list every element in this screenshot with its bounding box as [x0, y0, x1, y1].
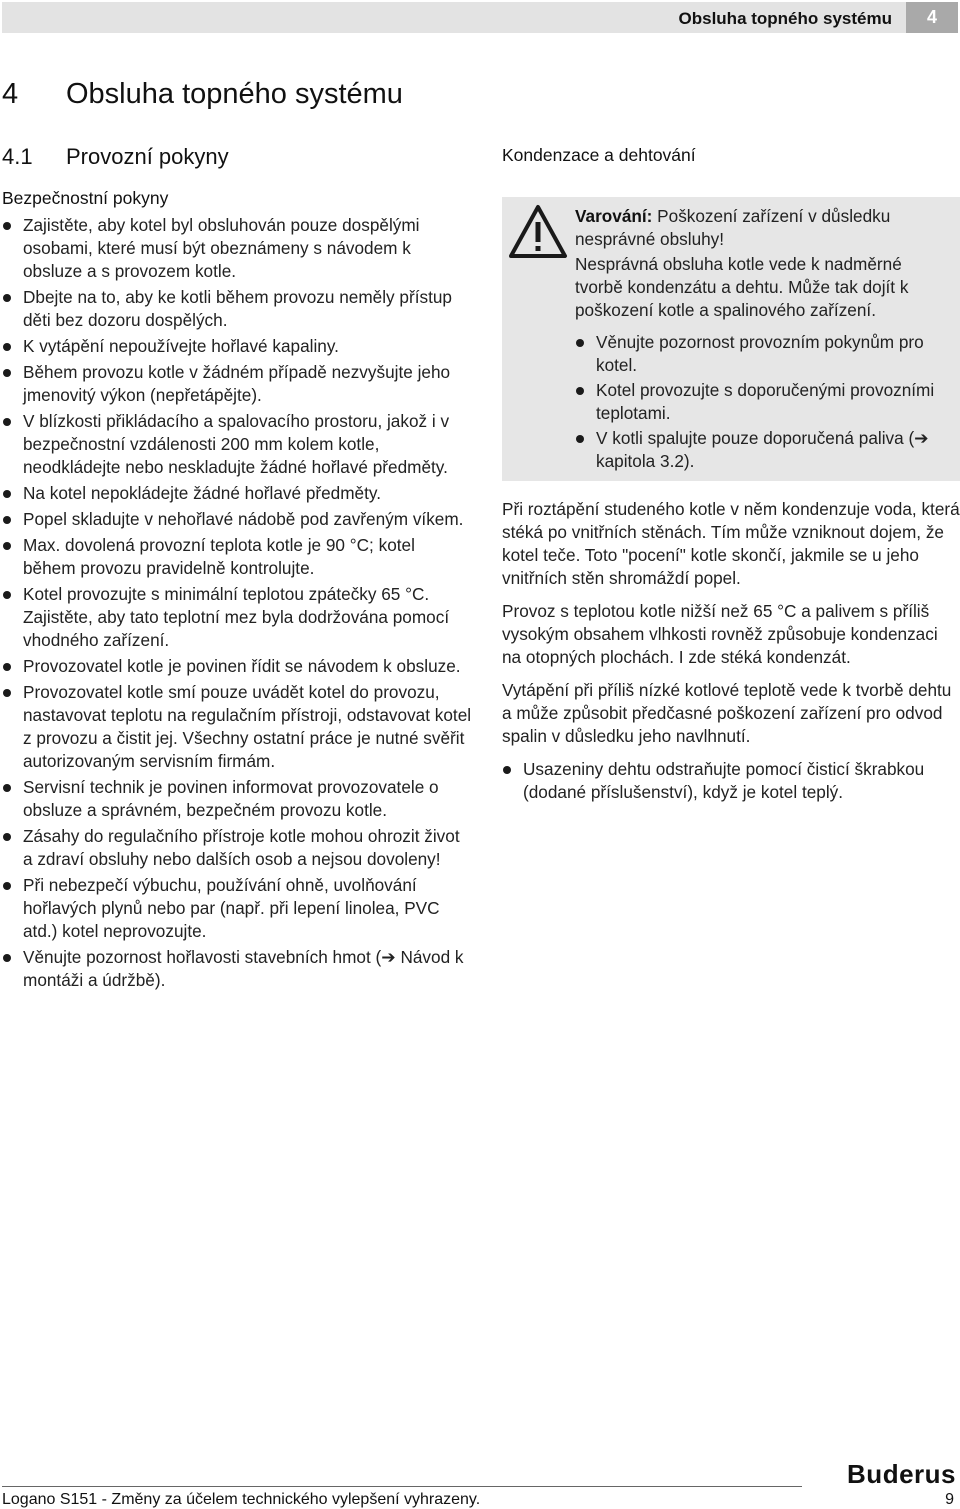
list-item: Věnujte pozornost hořlavosti stavebních hmot (➔ Návod k montáži a údržbě). — [2, 946, 472, 992]
chapter-title — [2, 78, 403, 111]
list-item: Provozovatel kotle je povinen řídit se návodem k obsluze. — [2, 655, 472, 678]
list-item: Servisní technik je povinen informovat provozovatele o obsluze a správném, bezpečném provozu kotle. — [2, 776, 472, 822]
left-column — [2, 187, 472, 995]
header-chapter-number: 4 — [906, 2, 958, 33]
footer-divider — [2, 1486, 802, 1487]
list-item: Provozovatel kotle smí pouze uvádět kotel do provozu, nastavovat teplotu na regulačním přístroji, odstavovat kotel z provozu a čistit jej. Všechny ostatní práce je nutné svěřit autorizovaným servisním firmám. — [2, 681, 472, 773]
right-column — [502, 144, 960, 807]
footer-text: Logano S151 - Změny za účelem technického vylepšení vyhrazeny. — [2, 1491, 481, 1508]
chapter-number: 4 — [2, 78, 19, 110]
list-item: Dbejte na to, aby ke kotli během provozu neměly přístup děti bez dozoru dospělých. — [2, 286, 472, 332]
safety-list — [2, 214, 472, 992]
condensation-heading: Kondenzace a dehtování — [502, 145, 696, 165]
section-number: 4.1 — [2, 144, 33, 169]
list-item: Zásahy do regulačního přístroje kotle mohou ohrozit život a zdraví obsluhy nebo dalších osob a nejsou dovoleny! — [2, 825, 472, 871]
warning-box — [502, 197, 960, 481]
list-item: K vytápění nepoužívejte hořlavé kapaliny. — [2, 335, 472, 358]
warning-label: Varování: — [575, 206, 653, 226]
tar-list — [502, 758, 960, 804]
section-title-text: Provozní pokyny — [66, 144, 229, 169]
list-item: V kotli spalujte pouze doporučená paliva (➔ kapitola 3.2). — [575, 427, 954, 473]
list-item: Kotel provozujte s doporučenými provozními teplotami. — [575, 379, 954, 425]
list-item: Popel skladujte v nehořlavé nádobě pod zavřeným víkem. — [2, 508, 472, 531]
safety-heading: Bezpečnostní pokyny — [2, 188, 169, 208]
warning-content — [575, 205, 954, 475]
paragraph: Provoz s teplotou kotle nižší než 65 °C a palivem s příliš vysokým obsahem vlhkosti rovněž způsobuje kondenzaci na otopných plochách. I zde stéká kondenzát. — [502, 601, 938, 667]
list-item: Usazeniny dehtu odstraňujte pomocí čisticí škrabkou (dodané příslušenství), když je kotel teplý. — [502, 758, 960, 804]
list-item: Kotel provozujte s minimální teplotou zpátečky 65 °C. Zajistěte, aby tato teplotní mez byla dodržována pomocí vhodného zařízení. — [2, 583, 472, 652]
page-header — [2, 2, 958, 33]
warning-detail: Nesprávná obsluha kotle vede k nadměrné tvorbě kondenzátu a dehtu. Může tak dojít k poškození kotle a spalinového zařízení. — [575, 254, 909, 320]
warning-text: Poškození zařízení v důsledku nesprávné obsluhy! — [575, 206, 891, 249]
paragraph: Vytápění při příliš nízké kotlové teplotě vede k tvorbě dehtu a může způsobit předčasné poškození zařízení pro odvod spalin v důsledku jeho navlhnutí. — [502, 680, 952, 746]
list-item: Zajistěte, aby kotel byl obsluhován pouze dospělými osobami, které musí být obeznámeny s návodem k obsluze a s provozem kotle. — [2, 214, 472, 283]
warning-title — [575, 205, 954, 251]
list-item: V blízkosti přikládacího a spalovacího prostoru, jakož i v bezpečnostní vzdálenosti 200 mm kolem kotle, neodkládejte nebo neskladujte žádné hořlavé předměty. — [2, 410, 472, 479]
page-number: 9 — [945, 1491, 954, 1508]
buderus-logo: Buderus — [847, 1459, 956, 1489]
paragraph: Při roztápění studeného kotle v něm kondenzuje voda, která stéká po vnitřních stěnách. Tím může vzniknout dojem, že kotel teče. Toto "pocení" kotle skončí, jakmile se u jeho vnitřních stěn shromáždí popel. — [502, 499, 960, 588]
warning-list — [575, 331, 954, 473]
list-item: Na kotel nepokládejte žádné hořlavé předměty. — [2, 482, 472, 505]
list-item: Max. dovolená provozní teplota kotle je 90 °C; kotel během provozu pravidelně kontrolujte. — [2, 534, 472, 580]
list-item: Věnujte pozornost provozním pokynům pro kotel. — [575, 331, 954, 377]
section-title — [2, 144, 229, 170]
warning-triangle-icon — [508, 204, 568, 259]
header-title: Obsluha topného systému — [678, 9, 892, 28]
list-item: Během provozu kotle v žádném případě nezvyšujte jeho jmenovitý výkon (nepřetápějte). — [2, 361, 472, 407]
list-item: Při nebezpečí výbuchu, používání ohně, uvolňování hořlavých plynů nebo par (např. při lepení linolea, PVC atd.) kotel neprovozujte. — [2, 874, 472, 943]
chapter-title-text: Obsluha topného systému — [66, 78, 403, 110]
